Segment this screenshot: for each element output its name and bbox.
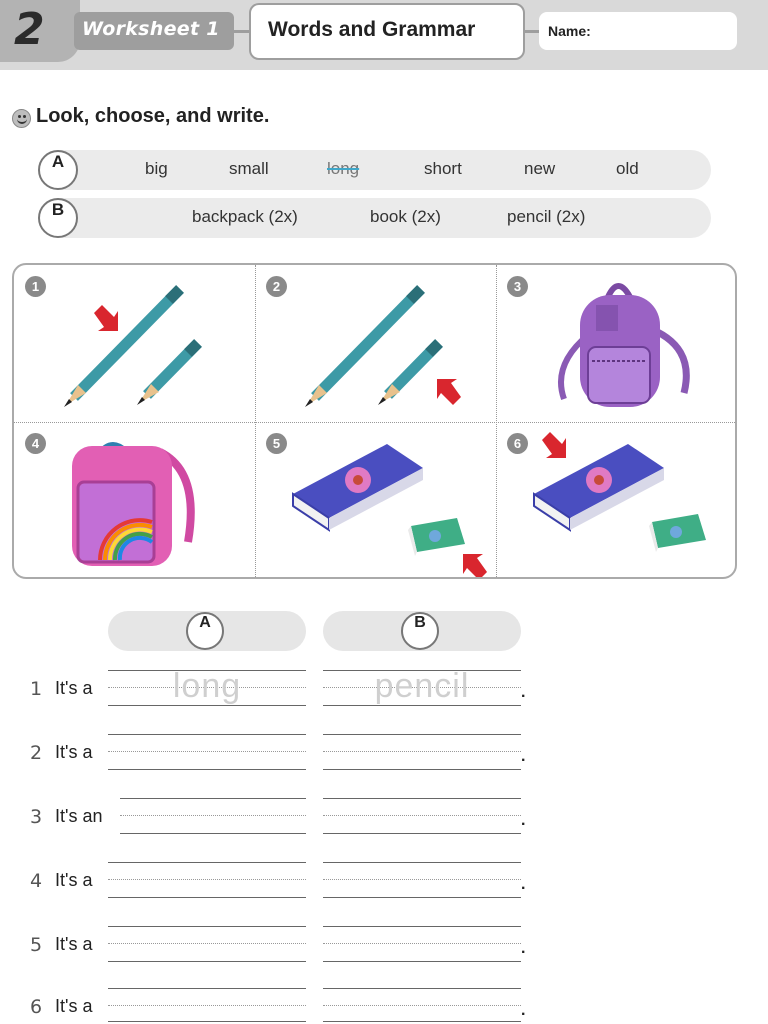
word-pencil: pencil (2x) xyxy=(507,207,586,226)
answer-prefix: It's a xyxy=(55,934,93,954)
picture-cell-4 xyxy=(14,422,255,579)
worksheet-label: Worksheet 1 xyxy=(82,18,220,40)
answer-row-5 xyxy=(0,926,768,966)
short-pencil-icon xyxy=(137,343,198,405)
smiley-icon xyxy=(12,109,31,128)
picture-cell-2 xyxy=(255,265,496,422)
answer-b-field[interactable] xyxy=(323,667,521,706)
word-bank-a-badge: A xyxy=(38,150,78,190)
red-arrow-icon xyxy=(463,554,487,579)
word-backpack: backpack (2x) xyxy=(192,207,298,226)
name-label: Name: xyxy=(548,23,591,39)
picture-cell-6 xyxy=(496,422,737,579)
word-bank-b xyxy=(40,198,711,238)
word-bank-b-badge: B xyxy=(38,198,78,238)
answer-b-field[interactable] xyxy=(323,926,521,962)
picture-number-6: 6 xyxy=(507,433,528,454)
old-backpack-icon xyxy=(561,286,686,407)
period: . xyxy=(521,876,526,893)
short-pencil-icon xyxy=(378,343,439,405)
answer-a-field[interactable] xyxy=(108,926,306,962)
unit-number: 2 xyxy=(14,4,45,55)
period: . xyxy=(521,748,526,765)
word-bank-a xyxy=(40,150,711,190)
answer-row-4 xyxy=(0,862,768,902)
answer-prefix: It's a xyxy=(55,678,93,698)
instruction: Look, choose, and write. xyxy=(36,105,270,127)
picture-cell-1 xyxy=(14,265,255,422)
answer-row-3 xyxy=(0,798,768,838)
answer-row-6 xyxy=(0,988,768,1024)
answer-b-field[interactable] xyxy=(323,798,521,834)
big-book-icon xyxy=(293,444,423,530)
answer-prefix: It's a xyxy=(55,870,93,890)
answer-column-b-badge: B xyxy=(401,612,439,650)
picture-number-4: 4 xyxy=(25,433,46,454)
answer-b-field[interactable] xyxy=(323,862,521,898)
small-book-icon xyxy=(408,518,465,556)
answer-b-field[interactable] xyxy=(323,734,521,770)
word-small: small xyxy=(229,159,269,178)
period: . xyxy=(521,812,526,829)
period: . xyxy=(521,1002,526,1019)
answer-prefix: It's an xyxy=(55,806,103,826)
small-book-icon xyxy=(649,514,706,552)
answer-number: 1 xyxy=(30,678,43,700)
word-book: book (2x) xyxy=(370,207,441,226)
answer-row-2 xyxy=(0,734,768,774)
answer-number: 6 xyxy=(30,996,43,1018)
red-arrow-icon xyxy=(94,305,118,331)
long-pencil-icon xyxy=(64,289,180,407)
trace-word-b: pencil xyxy=(374,667,470,705)
period: . xyxy=(521,684,526,701)
answer-prefix: It's a xyxy=(55,996,93,1016)
answer-a-field[interactable] xyxy=(120,798,306,834)
new-backpack-icon xyxy=(72,445,191,566)
page-title: Words and Grammar xyxy=(268,18,476,41)
word-new: new xyxy=(524,159,556,178)
word-long-struck: long xyxy=(327,159,360,178)
answer-column-a-badge: A xyxy=(186,612,224,650)
answer-a-field[interactable] xyxy=(108,862,306,898)
answer-column-a xyxy=(108,611,306,651)
long-pencil-icon xyxy=(305,289,421,407)
answer-number: 5 xyxy=(30,934,43,956)
word-old: old xyxy=(616,159,639,178)
picture-number-2: 2 xyxy=(266,276,287,297)
name-connector xyxy=(525,30,539,33)
answer-column-b xyxy=(323,611,521,651)
picture-cell-5 xyxy=(255,422,496,579)
word-short: short xyxy=(424,159,462,178)
red-arrow-icon xyxy=(437,379,461,405)
period: . xyxy=(521,940,526,957)
answer-prefix: It's a xyxy=(55,742,93,762)
answer-row-1 xyxy=(0,667,768,710)
trace-word-a: long xyxy=(172,667,242,705)
answer-a-field[interactable] xyxy=(108,667,306,706)
picture-number-5: 5 xyxy=(266,433,287,454)
picture-number-1: 1 xyxy=(25,276,46,297)
picture-number-3: 3 xyxy=(507,276,528,297)
answer-a-field[interactable] xyxy=(108,734,306,770)
answer-b-field[interactable] xyxy=(323,988,521,1022)
picture-cell-3 xyxy=(496,265,737,422)
title-connector xyxy=(234,30,250,33)
red-arrow-icon xyxy=(542,432,566,458)
answer-number: 4 xyxy=(30,870,43,892)
answer-number: 3 xyxy=(30,806,43,828)
answer-a-field[interactable] xyxy=(108,988,306,1022)
answer-number: 2 xyxy=(30,742,43,764)
picture-grid xyxy=(12,263,737,579)
word-big: big xyxy=(145,159,168,178)
